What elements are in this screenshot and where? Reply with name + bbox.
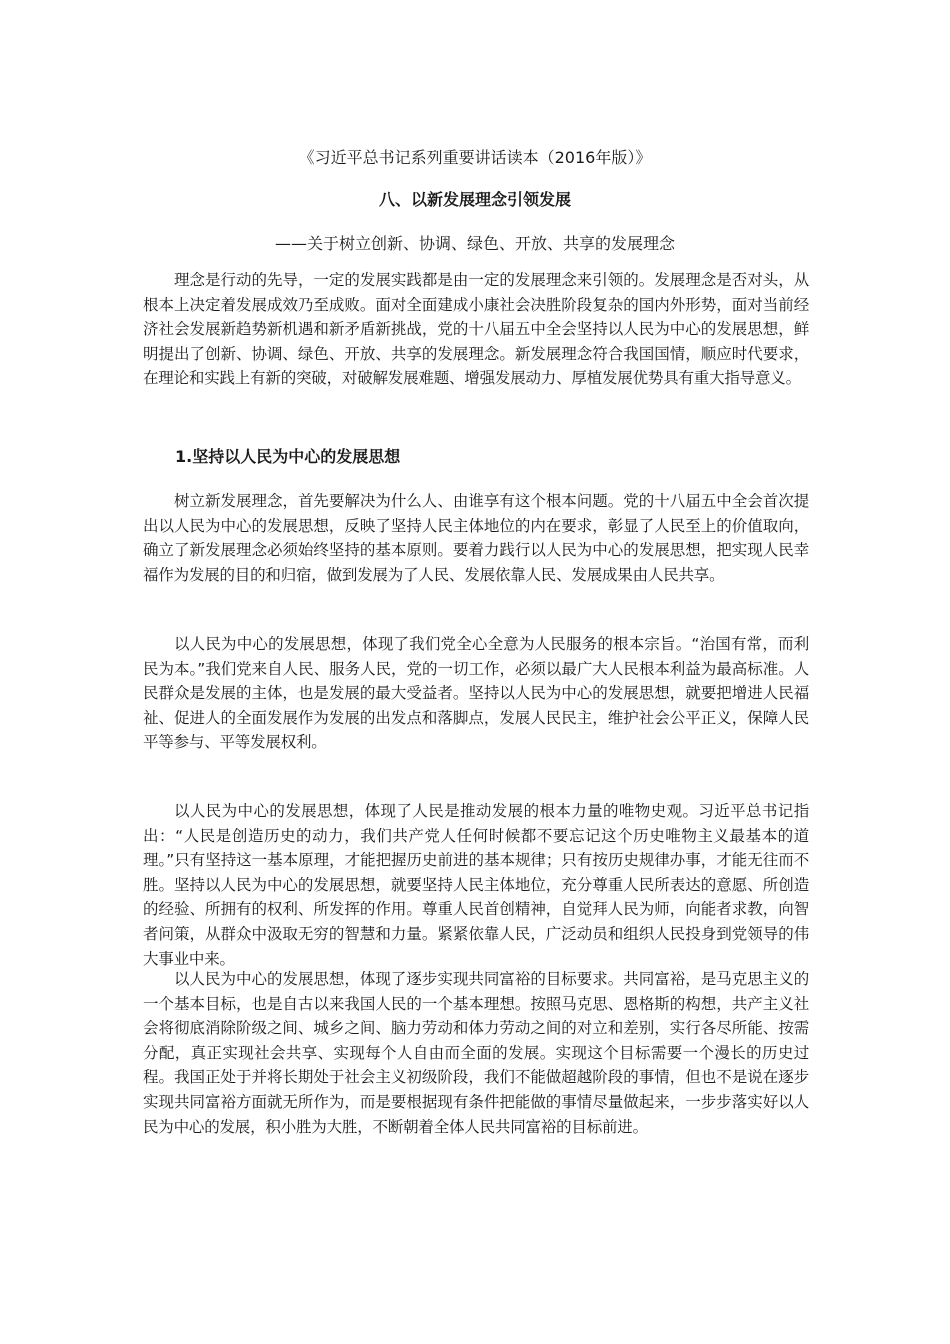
chapter-subtitle: ——关于树立创新、协调、绿色、开放、共享的发展理念 <box>274 234 675 253</box>
book-title: 《习近平总书记系列重要讲话读本（2016年版）》 <box>298 148 652 167</box>
body-paragraph: 以人民为中心的发展思想，体现了我们党全心全意为人民服务的根本宗旨。“治国有常，而利民为本。”我们党来自人民、服务人民，党的一切工作，必须以最广大人民根本利益为最高标准。人民群众是发展的主体，也是发展的最大受益者。坚持以人民为中心的发展思想，就要把增进人民福祉、促进人的全面发展作为发展的出发点和落脚点，发展人民民主，维护社会公平正义，保障人民平等参与、平等发展权利。 <box>143 635 809 752</box>
body-paragraph: 树立新发展理念，首先要解决为什么人、由谁享有这个根本问题。党的十八届五中全会首次提出以人民为中心的发展思想，反映了坚持人民主体地位的内在要求，彰显了人民至上的价值取向，确立了新发展理念必须始终坚持的基本原则。要着力践行以人民为中心的发展思想，把实现人民幸福作为发展的目的和归宿，做到发展为了人民、发展依靠人民、发展成果由人民共享。 <box>143 492 809 584</box>
body-paragraph: 以人民为中心的发展思想，体现了人民是推动发展的根本力量的唯物史观。习近平总书记指出：“人民是创造历史的动力，我们共产党人任何时候都不要忘记这个历史唯物主义最基本的道理。”只有坚持这一基本原理，才能把握历史前进的基本规律；只有按历史规律办事，才能无往而不胜。坚持以人民为中心的发展思想，就要坚持人民主体地位，充分尊重人民所表达的意愿、所创造的经验、所拥有的权利、所发挥的作用。尊重人民首创精神，自觉拜人民为师，向能者求教，向智者问策，从群众中汲取无穷的智慧和力量。紧紧依靠人民，广泛动员和组织人民投身到党领导的伟大事业中来。 <box>143 802 809 968</box>
body-paragraph: 以人民为中心的发展思想，体现了逐步实现共同富裕的目标要求。共同富裕，是马克思主义的一个基本目标，也是自古以来我国人民的一个基本理想。按照马克思、恩格斯的构想，共产主义社会将彻底消除阶级之间、城乡之间、脑力劳动和体力劳动之间的对立和差别，实行各尽所能、按需分配，真正实现社会共享、实现每个人自由而全面的发展。实现这个目标需要一个漫长的历史过程。我国正处于并将长期处于社会主义初级阶段，我们不能做超越阶段的事情，但也不是说在逐步实现共同富裕方面就无所作为，而是要根据现有条件把能做的事情尽量做起来，一步步落实好以人民为中心的发展，积小胜为大胜，不断朝着全体人民共同富裕的目标前进。 <box>143 970 809 1136</box>
intro-paragraph: 理念是行动的先导，一定的发展实践都是由一定的发展理念来引领的。发展理念是否对头，从根本上决定着发展成效乃至成败。面对全面建成小康社会决胜阶段复杂的国内外形势，面对当前经济社会发展新趋势新机遇和新矛盾新挑战，党的十八届五中全会坚持以人民为中心的发展思想，鲜明提出了创新、协调、绿色、开放、共享的发展理念。新发展理念符合我国国情，顺应时代要求，在理论和实践上有新的突破，对破解发展难题、增强发展动力、厚植发展优势具有重大指导意义。 <box>143 271 809 388</box>
chapter-title: 八、以新发展理念引领发展 <box>378 190 571 209</box>
section-heading: 1.坚持以人民为中心的发展思想 <box>175 447 401 466</box>
